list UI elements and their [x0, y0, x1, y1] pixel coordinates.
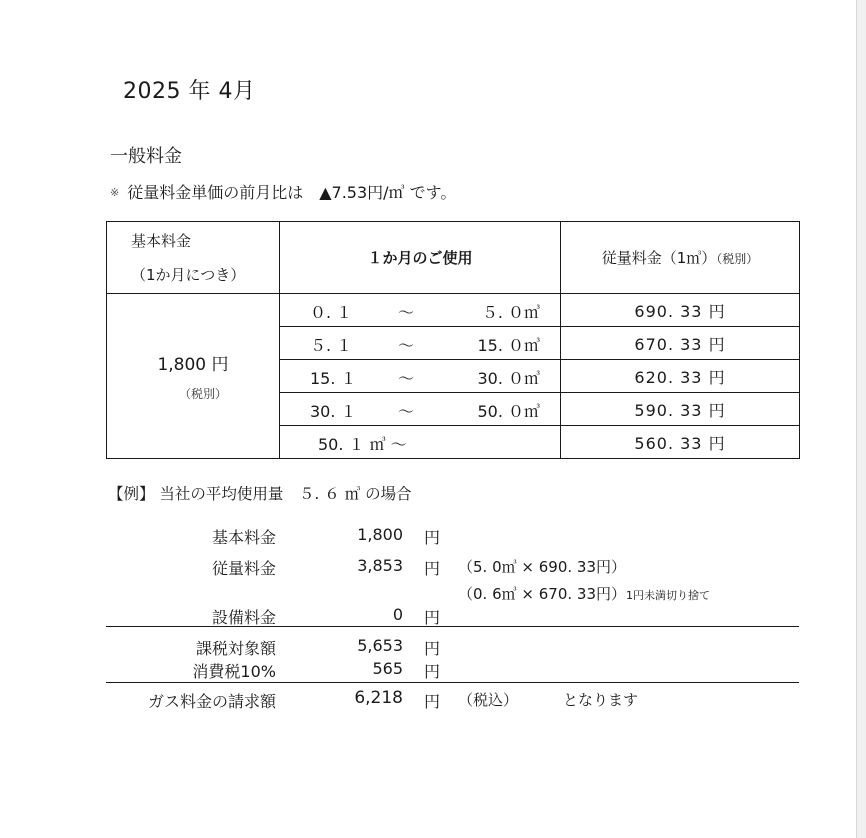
example-taxable-value: 5,653 — [357, 636, 403, 655]
usage-range: 30. １ ～ 50. ０㎥ — [280, 393, 561, 426]
yen-unit: 円 — [424, 639, 441, 658]
example-base-label: 基本料金 — [211, 528, 276, 547]
example-usage-value: 3,853 — [357, 556, 403, 575]
price-change-note — [110, 180, 456, 203]
example-total-label: ガス料金の請求額 — [147, 692, 276, 711]
example-usage-label: 従量料金 — [211, 559, 276, 578]
rounding-note: 1円未満切り捨て — [625, 589, 710, 602]
yen-unit: 円 — [424, 559, 441, 578]
page-title: 2025 年 4月 — [123, 79, 256, 104]
example-taxable-label: 課税対象額 — [195, 639, 276, 658]
example-equip-value: 0 — [392, 605, 403, 624]
yen-unit: 円 — [424, 528, 441, 547]
example-tax-value: 565 — [372, 659, 403, 678]
base-fee-tax: （税別） — [178, 387, 227, 401]
example-tax-label: 消費税10% — [192, 662, 276, 681]
table-row — [107, 294, 800, 327]
section-title: 一般料金 — [110, 146, 182, 167]
usage-calc-2: （0. 6㎥ × 670. 33円）1円未満切り捨て — [458, 585, 710, 603]
note-mark: ※ — [110, 186, 120, 199]
unit-rate: 670. 33 円 — [561, 327, 800, 360]
base-fee-value: 1,800 円 — [157, 355, 229, 375]
unit-rate: 620. 33 円 — [561, 360, 800, 393]
usage-range: ０. １ ～ ５. ０㎥ — [280, 294, 561, 327]
divider — [106, 626, 799, 627]
usage-range: 50. １ ㎥ ～ — [280, 426, 561, 459]
total-suffix: となります — [563, 691, 639, 709]
total-tax-note: （税込） — [458, 691, 519, 709]
page-edge — [856, 0, 866, 838]
example-total-value: 6,218 — [354, 688, 403, 708]
unit-rate: 590. 33 円 — [561, 393, 800, 426]
example-title: 【例】 当社の平均使用量 ５. ６ ㎥ の場合 — [108, 485, 412, 503]
usage-range: 15. １ ～ 30. ０㎥ — [280, 360, 561, 393]
yen-unit: 円 — [424, 662, 441, 681]
header-usage: １か月のご使用 — [280, 222, 561, 294]
unit-rate: 560. 33 円 — [561, 426, 800, 459]
usage-range: ５. １ ～ 15. ０㎥ — [280, 327, 561, 360]
example-base-value: 1,800 — [357, 525, 403, 544]
header-base-fee: 基本料金 （1か月につき） — [107, 222, 280, 294]
yen-unit: 円 — [424, 608, 441, 627]
divider — [106, 682, 799, 683]
note-text: 従量料金単価の前月比は ▲7.53円/㎥ です。 — [127, 183, 457, 202]
rate-table — [106, 221, 800, 459]
yen-unit: 円 — [424, 692, 441, 711]
header-unit-rate: 従量料金（1㎥）（税別） — [561, 222, 800, 294]
unit-rate: 690. 33 円 — [561, 294, 800, 327]
example-equip-label: 設備料金 — [211, 608, 276, 627]
usage-calc-1: （5. 0㎥ × 690. 33円） — [458, 558, 626, 576]
base-fee-cell — [107, 294, 280, 459]
